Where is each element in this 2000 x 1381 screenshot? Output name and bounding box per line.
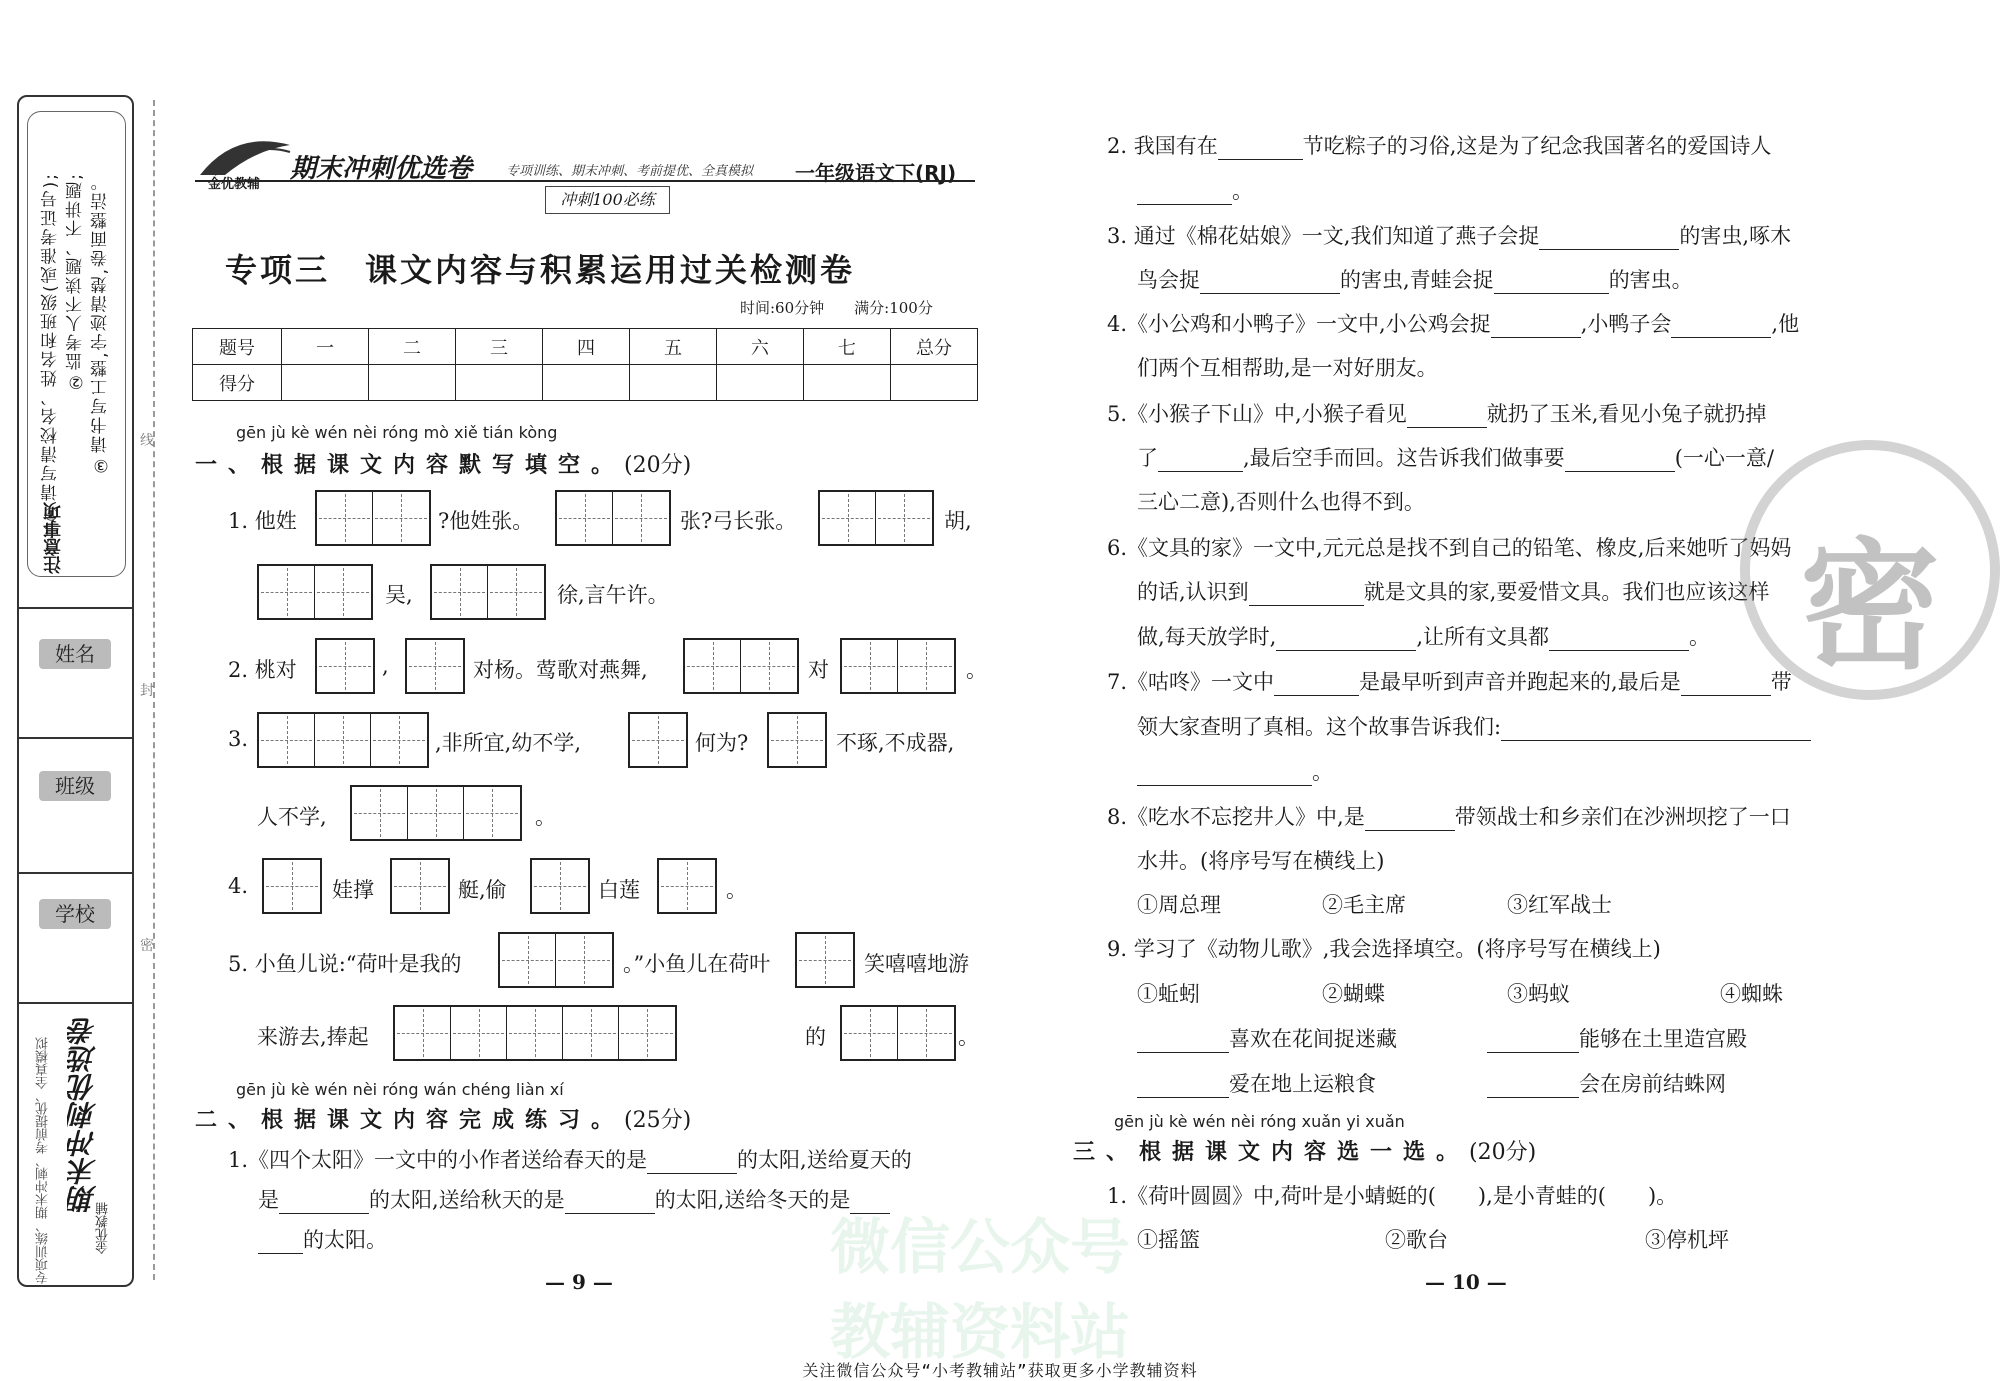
answer-blank[interactable] (565, 1192, 655, 1214)
writing-grid[interactable] (257, 564, 373, 620)
score-input-cell[interactable] (716, 365, 803, 401)
text: 。 (1689, 625, 1711, 649)
grade-label: 一年级语文下(RJ) (795, 161, 957, 185)
q2-text: 。 (966, 658, 987, 682)
header-tag: 冲刺100必练 (545, 186, 670, 214)
strip-brand: 金优教辅 (96, 1202, 111, 1254)
s2-q4-line1 (1107, 308, 1799, 338)
writing-grid[interactable] (498, 932, 614, 988)
notice-item-3: ③请书写工整,字迹清楚,卷面整洁。 (91, 172, 111, 475)
stamp-text: 密 (1800, 526, 1941, 689)
table-cell: 一 (282, 329, 369, 365)
answer-blank[interactable] (1681, 674, 1771, 696)
writing-grid[interactable] (262, 858, 322, 914)
q9-item (1487, 1068, 1726, 1098)
answer-blank[interactable] (1487, 1031, 1579, 1053)
answer-blank[interactable] (1671, 316, 1771, 338)
q9-option: ③蚂蚁 (1507, 982, 1570, 1006)
q2-text: 对杨。莺歌对燕舞, (473, 658, 648, 682)
table-cell: 五 (629, 329, 716, 365)
s2-q7-line3 (1137, 756, 1333, 786)
cut-label-seal: 封 (140, 683, 154, 699)
s2-q2-line1 (1107, 130, 1771, 160)
s2-q7-line2 (1137, 711, 1811, 741)
text: 的害虫,青蛙会捉 (1340, 268, 1494, 292)
answer-blank[interactable] (1137, 764, 1312, 786)
watermark-text: 微信公众号 (830, 1213, 1130, 1283)
text: 就扔了玉米,看见小兔子就扔掉 (1486, 402, 1767, 426)
text: 的害虫。 (1608, 268, 1693, 292)
s2-q3-line1 (1107, 220, 1791, 250)
answer-blank[interactable] (1158, 450, 1243, 472)
section2-heading (195, 1103, 691, 1134)
school-field (19, 872, 132, 926)
table-cell: 题号 (193, 329, 282, 365)
section1-title: 一、根据课文内容默写填空。 (195, 453, 625, 478)
s2-q9-line1: 9. 学习了《动物儿歌》,我会选择填空。(将序号写在横线上) (1107, 937, 1661, 961)
s2-q2-line2 (1137, 175, 1253, 205)
secret-stamp-icon (1740, 440, 2000, 700)
writing-grid[interactable] (315, 638, 375, 694)
table-cell: 总分 (890, 329, 977, 365)
writing-grid[interactable] (767, 712, 827, 768)
s3-q1-option: ③停机坪 (1645, 1228, 1729, 1252)
score-input-cell[interactable] (369, 365, 456, 401)
strip-logo-subtitle: 专项训练、期末冲刺、考前提优、全真模拟 (36, 1037, 51, 1284)
q4-text: 4. (228, 874, 249, 898)
q2-text: 2. 桃对 (228, 658, 297, 682)
class-field (19, 737, 132, 798)
q4-text: 。 (726, 878, 747, 902)
s3-q1-option: ②歌台 (1385, 1228, 1448, 1252)
score-table-score-row (193, 365, 978, 401)
answer-blank[interactable] (1218, 138, 1303, 160)
score-table-header-row (193, 329, 978, 365)
q1-text: 徐,言午许。 (557, 583, 669, 607)
writing-grid[interactable] (350, 785, 522, 841)
answer-blank[interactable] (1200, 272, 1340, 294)
answer-blank[interactable] (1487, 1076, 1579, 1098)
writing-grid[interactable] (657, 858, 717, 914)
q4-text: 娃撑 (332, 878, 374, 902)
section2-title: 二、根据课文内容完成练习。 (195, 1108, 625, 1133)
text: 的话,认识到 (1137, 580, 1249, 604)
s3-q1: 1.《荷叶圆圆》中,荷叶是小蜻蜓的( ),是小青蛙的( )。 (1107, 1184, 1678, 1208)
text: 鸟会捉 (1137, 268, 1200, 292)
text: 领大家查明了真相。这个故事告诉我们: (1137, 715, 1502, 739)
table-cell: 六 (716, 329, 803, 365)
q5-text: 。 (958, 1025, 979, 1049)
table-cell: 二 (369, 329, 456, 365)
s2-q3-line2 (1137, 264, 1693, 294)
table-cell: 得分 (193, 365, 282, 401)
q9-option: ①蚯蚓 (1137, 982, 1200, 1006)
text: (一心一意/ (1674, 446, 1774, 470)
q1-text: ?他姓张。 (438, 509, 534, 533)
q4-text: 白莲 (598, 878, 640, 902)
answer-blank[interactable] (1365, 809, 1455, 831)
text: 的太阳,送给秋天的是 (369, 1188, 565, 1212)
s2-q6-line2 (1137, 576, 1769, 606)
q9-option: ④蜘蛛 (1720, 982, 1783, 1006)
q1-text: 张?弓长张。 (680, 509, 797, 533)
answer-blank[interactable] (1276, 629, 1416, 651)
text: 。 (1312, 760, 1333, 784)
s2-q6-line1: 6.《文具的家》一文中,元元总是找不到自己的铅笔、橡皮,后来她听了妈妈 (1107, 536, 1792, 560)
text: 5.《小猴子下山》中,小猴子看见 (1107, 402, 1407, 426)
q9-item (1137, 1068, 1376, 1098)
score-input-cell[interactable] (455, 365, 542, 401)
writing-grid[interactable] (818, 490, 934, 546)
q3-text: 人不学, (257, 805, 327, 829)
answer-blank[interactable] (258, 1232, 303, 1254)
text: 带领战士和乡亲们在沙洲坝挖了一口 (1454, 805, 1791, 829)
text: 就是文具的家,要爱惜文具。我们也应该这样 (1363, 580, 1770, 604)
q3-text: 何为? (695, 731, 749, 755)
brand-label: 金优教辅 (208, 177, 261, 192)
text: 会在房前结蛛网 (1579, 1072, 1726, 1096)
text: 1.《四个太阳》一文中的小作者送给春天的是 (228, 1148, 648, 1172)
text: 3. 通过《棉花姑娘》一文,我们知道了燕子会捉 (1107, 224, 1540, 248)
text: 带 (1770, 670, 1792, 694)
footer-note: 关注微信公众号“小考教辅站”获取更多小学教辅资料 (802, 1361, 1198, 1380)
page-number-right: — 10 — (1425, 1270, 1507, 1294)
score-input-cell[interactable] (542, 365, 629, 401)
writing-grid[interactable] (795, 932, 855, 988)
answer-blank[interactable] (647, 1152, 737, 1174)
q9-item (1487, 1023, 1747, 1053)
notice-item-2: ②监考人不读题、不讲题; (66, 172, 86, 392)
s3-q1-option: ①摇篮 (1137, 1228, 1200, 1252)
text: 是最早听到声音并跑起来的,最后是 (1359, 670, 1681, 694)
section1-pinyin: gēn jù kè wén nèi róng mò xiě tián kòng (236, 423, 558, 442)
s2-q8-line1 (1107, 801, 1791, 831)
q3-text: 3. (228, 727, 249, 751)
page-number-left: — 9 — (545, 1270, 613, 1294)
notice-heading: 注意事项 (43, 502, 64, 574)
s2-q5-line3: 三心二意),否则什么也得不到。 (1137, 490, 1425, 514)
text: 。 (1232, 179, 1253, 203)
binding-strip (17, 95, 134, 1287)
q9-item (1137, 1023, 1397, 1053)
text: ,他 (1771, 312, 1800, 336)
s2-q4-line2: 们两个互相帮助,是一对好朋友。 (1137, 356, 1438, 380)
q5-text: 的 (805, 1025, 826, 1049)
text: 喜欢在花间捉迷藏 (1229, 1027, 1397, 1051)
q8-option: ①周总理 (1137, 893, 1221, 917)
strip-logo-divider (19, 1002, 132, 1004)
watermark-text: 教辅资料站 (830, 1298, 1130, 1368)
q2-text: , (382, 654, 389, 678)
q2-text: 对 (808, 658, 829, 682)
text: 的害虫,啄木 (1679, 224, 1792, 248)
answer-blank[interactable] (279, 1192, 369, 1214)
writing-grid[interactable] (405, 638, 465, 694)
score-input-cell[interactable] (629, 365, 716, 401)
text: 的太阳。 (303, 1228, 387, 1252)
q5-text: 。”小鱼儿在荷叶 (623, 952, 771, 976)
text: 能够在土里造宫殿 (1579, 1027, 1747, 1051)
q5-text: 5. 小鱼儿说:“荷叶是我的 (228, 952, 462, 976)
answer-blank[interactable] (1249, 584, 1364, 606)
q8-option: ③红军战士 (1507, 893, 1612, 917)
answer-blank[interactable] (1565, 450, 1675, 472)
s2-q5-line2 (1137, 442, 1774, 472)
s2-q5-line1 (1107, 398, 1766, 428)
writing-grid[interactable] (628, 712, 688, 768)
school-label: 学校 (39, 899, 111, 929)
text: 节吃粽子的习俗,这是为了纪念我国著名的爱国诗人 (1302, 134, 1772, 158)
section2-pinyin: gēn jù kè wén nèi róng wán chéng liàn xí (236, 1080, 564, 1099)
text: ,小鸭子会 (1580, 312, 1672, 336)
section1-heading (195, 448, 691, 479)
writing-grid[interactable] (393, 1005, 677, 1061)
class-label: 班级 (39, 771, 111, 801)
q8-option: ②毛主席 (1322, 893, 1406, 917)
q5-text: 笑嘻嘻地游 (864, 952, 969, 976)
writing-grid[interactable] (257, 712, 429, 768)
writing-grid[interactable] (840, 1005, 956, 1061)
score-input-cell[interactable] (890, 365, 977, 401)
header-rule (195, 180, 975, 182)
text: 的太阳,送给冬天的是 (654, 1188, 851, 1212)
q9-option: ②蝴蝶 (1322, 982, 1385, 1006)
notice-box (27, 111, 126, 577)
text: 的太阳,送给夏天的 (737, 1148, 912, 1172)
q3-text: 不琢,不成器, (836, 731, 955, 755)
writing-grid[interactable] (390, 858, 450, 914)
writing-grid[interactable] (530, 858, 590, 914)
section3-pinyin: gēn jù kè wén nèi róng xuǎn yi xuǎn (1114, 1112, 1405, 1131)
writing-grid[interactable] (430, 564, 546, 620)
section2-points: (25分) (624, 1108, 692, 1133)
s2-q1-line1 (228, 1144, 912, 1174)
answer-blank[interactable] (1494, 272, 1609, 294)
text: 爱在地上运粮食 (1229, 1072, 1376, 1096)
writing-grid[interactable] (683, 638, 799, 694)
text: 了 (1137, 446, 1158, 470)
answer-blank[interactable] (1274, 674, 1359, 696)
q3-text: ,非所宜,幼不学, (435, 731, 582, 755)
answer-blank[interactable] (1137, 1076, 1229, 1098)
score-input-cell[interactable] (803, 365, 890, 401)
text: 8.《吃水不忘挖井人》中,是 (1107, 805, 1365, 829)
table-cell: 四 (542, 329, 629, 365)
s2-q1-line3 (258, 1224, 387, 1254)
answer-blank[interactable] (1137, 1031, 1229, 1053)
writing-grid[interactable] (555, 490, 671, 546)
table-cell: 七 (803, 329, 890, 365)
text: 7.《咕咚》一文中 (1107, 670, 1275, 694)
series-subtitle: 专项训练、期末冲刺、考前提优、全真模拟 (506, 164, 754, 179)
section3-points: (20分) (1469, 1140, 1537, 1165)
name-field (19, 607, 132, 666)
writing-grid[interactable] (840, 638, 956, 694)
s2-q1-line2 (258, 1184, 890, 1214)
answer-blank[interactable] (1407, 406, 1487, 428)
s2-q8-line2: 水井。(将序号写在横线上) (1137, 849, 1385, 873)
time-and-score: 时间:60分钟 满分:100分 (740, 299, 933, 317)
q1-text: 胡, (944, 509, 972, 533)
strip-logo-text: 期末冲刺优选卷 (67, 1017, 100, 1213)
cut-label-line: 线 (140, 433, 154, 449)
answer-blank[interactable] (1539, 228, 1679, 250)
series-title: 期末冲刺优选卷 (290, 154, 473, 184)
writing-grid[interactable] (315, 490, 431, 546)
answer-blank[interactable] (1491, 316, 1581, 338)
answer-blank[interactable] (1501, 719, 1811, 741)
text: 2. 我国有在 (1107, 134, 1218, 158)
text: 4.《小公鸡和小鸭子》一文中,小公鸡会捉 (1107, 312, 1491, 336)
score-input-cell[interactable] (282, 365, 369, 401)
text: ,最后空手而回。这告诉我们做事要 (1243, 446, 1565, 470)
section3-heading (1073, 1135, 1536, 1166)
table-cell: 三 (455, 329, 542, 365)
answer-blank[interactable] (1137, 183, 1232, 205)
section1-points: (20分) (624, 453, 692, 478)
text: 是 (258, 1188, 279, 1212)
cut-label-secret: 密 (140, 938, 154, 954)
score-table (192, 328, 978, 401)
paper-title: 专项三 课文内容与积累运用过关检测卷 (225, 251, 856, 289)
text: ,让所有文具都 (1416, 625, 1550, 649)
notice-item-1: ①请写清校名、姓名和班级(或准考证号); (41, 172, 61, 523)
q1-text: 吴, (385, 583, 413, 607)
answer-blank[interactable] (1549, 629, 1689, 651)
section3-title: 三、根据课文内容选一选。 (1073, 1140, 1470, 1165)
q3-text: 。 (535, 805, 556, 829)
q1-text: 1. 他姓 (228, 509, 297, 533)
s2-q6-line3 (1137, 621, 1710, 651)
q4-text: 艇,偷 (458, 878, 507, 902)
s2-q7-line1 (1107, 666, 1792, 696)
text: 做,每天放学时, (1137, 625, 1277, 649)
q5-text: 来游去,捧起 (257, 1025, 369, 1049)
name-label: 姓名 (39, 639, 111, 669)
